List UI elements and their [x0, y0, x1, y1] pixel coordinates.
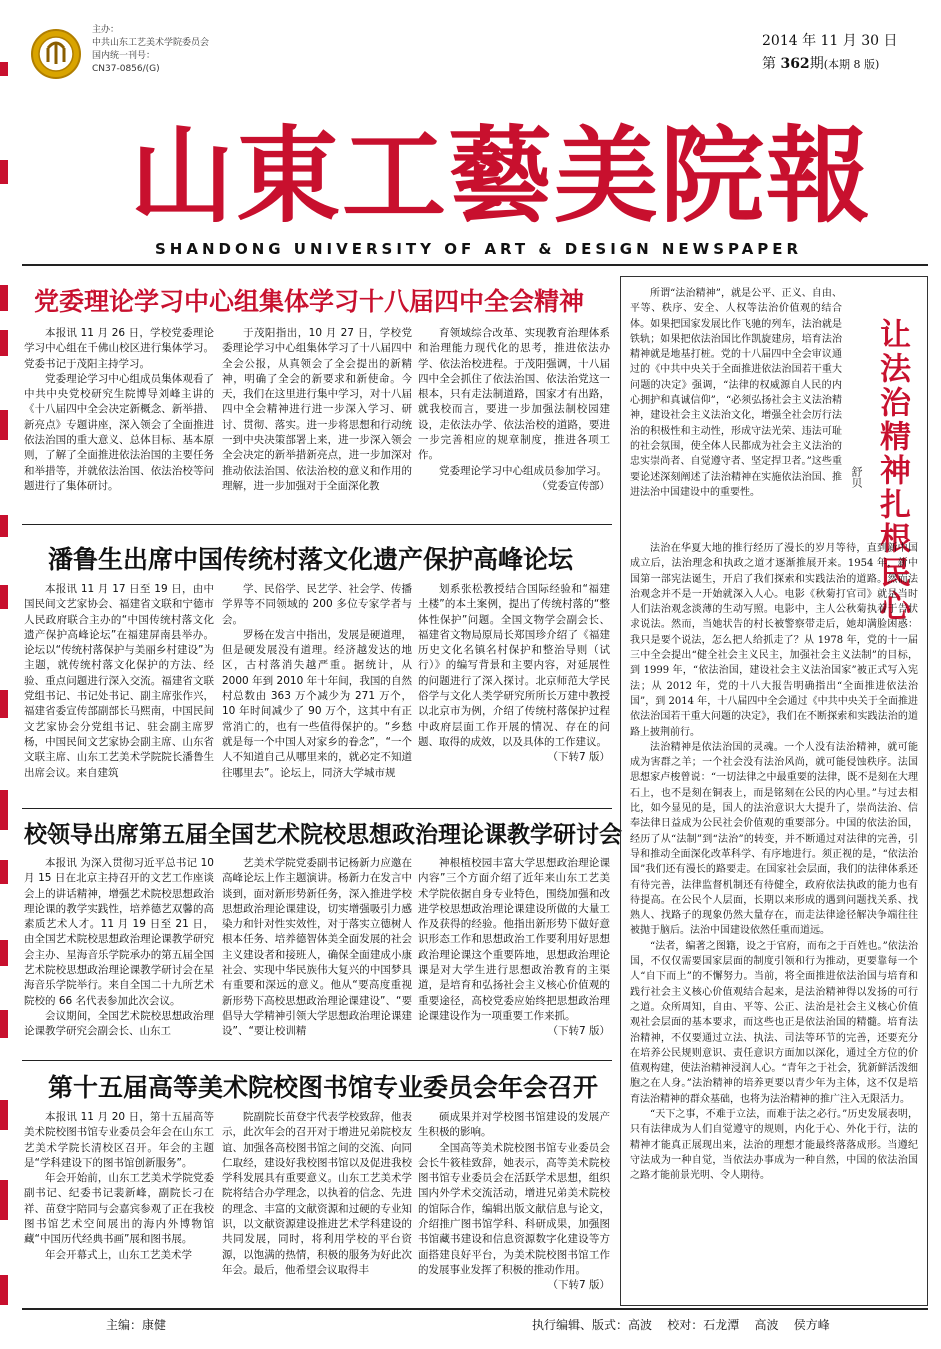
article1-col2-p1: 于茂阳指出，10 月 27 日，学校党委理论学习中心组集体学习了十八届四中全会公报，从真领会了全会提出的新精神，明确了全会的新要求和新使命。今天，我们在这里进行集中学习，对十八届四中全会精神进行进一步深入学习、研讨、贯彻、落实。进一步将思想和行动统一到中央决策部署上来，进一步深入领会全会决定的新举措新亮点，进一步加深对推动依法治国、依法治校的意义和作用的理解，进一步加强对于全面深化教	[222, 327, 412, 492]
article2-headline: 潘鲁生出席中国传统村落文化遗产保护高峰论坛	[48, 545, 574, 574]
edge-mark	[0, 585, 8, 609]
sponsor-name: 中共山东工艺美术学院委员会	[92, 38, 210, 48]
edge-mark	[0, 1100, 8, 1130]
edge-mark	[0, 330, 8, 356]
issue-suffix: 期	[809, 56, 824, 72]
issue-prefix: 第	[762, 56, 776, 72]
article1-col3-p2: 党委理论学习中心组成员参加学习。	[439, 464, 607, 477]
article1-col1	[24, 326, 214, 516]
article3-col2-p1: 艺美术学院党委副书记杨新力应邀在高峰论坛上作主题演讲。杨新力在发言中谈到，面对新形势新任务，深入推进学校思想政治理论课建设，切实增强吸引力感染力和针对性实效性，对于落实立德树人根本任务、培养德智体美全面发展的社会主义建设者和接班人，确保全面建成小康社会、实现中华民族伟大复兴的中国梦具有重要和深远的意义。他从“要高度重视新形势下高校思想政治理论课建设”、“要倡导大学精神引领大学思想政治理论课建设”、“要让校训精	[222, 857, 412, 1038]
english-title: SHANDONG UNIVERSITY OF ART & DESIGN NEWSPAPER	[155, 240, 803, 258]
article4-col1	[24, 1110, 214, 1298]
article3-col1-p1: 本报讯 为深入贯彻习近平总书记 10 月 15 日在北京主持召开的文艺工作座谈会上的讲话精神，增强艺术院校思想政治理论课的教学实践性，培养德艺双馨的高素质艺术人才。11 月 19 日至 21 日，由全国艺术院校思想政治理论课教学研究会主办、星海音乐学院承办的第五届全国艺术院校思想政治理论课教学研讨会在星海音乐学院举行。来自全国二十九所艺术院校的 66 名代表参加此次会议。	[24, 857, 214, 1007]
article1-credit: （党委宣传部）	[536, 479, 610, 492]
school-emblem-logo	[30, 28, 82, 80]
footer-staff: 执行编辑、版式：高波 校对：石龙潭 高波 侯方峰	[532, 1318, 830, 1332]
divider	[22, 1060, 612, 1061]
article3-headline: 校领导出席第五届全国艺术院校思想政治理论课教学研讨会	[24, 822, 622, 848]
edge-mark	[0, 285, 8, 311]
article4-headline: 第十五届高等美术院校图书馆专业委员会年会召开	[48, 1073, 599, 1102]
commentary-body	[630, 541, 918, 1293]
article1-col2	[222, 326, 412, 516]
commentary-p5: “天下之事，不难于立法，而难于法之必行。”历史发展表明，只有法律成为人们自觉遵守的规则，内化于心、外化于行，法的精神才能真正展现出来，法治的理想才能最终落落成形。当遵纪守法成为一种自觉，当依法办事成为一种自然，中国的依法治国之路才能前景光明、令人期待。	[630, 1108, 918, 1182]
article2-col2-p2: 罗杨在发言中指出，发展是硬道理，但是硬发展没有道理。经济越发达的地区，古村落消失越严重。据统计，从 2000 年到 2010 年十年间，我国的自然村总数由 363 万个减少为 271 万个，10 年时间减少了 90 万个，这其中有正常消亡的，也有一些值得保护的。“乡愁就是每一个中国人对家乡的眷念”，“一个人不知道自己从哪里来的，就必定不知道往哪里去”。论坛上，同济大学城市规	[222, 628, 412, 779]
header-rule	[22, 264, 928, 266]
commentary-p2: 法治在华夏大地的推行经历了漫长的岁月等待，直到新中国成立后，法治理念和执政之道才逐渐推展开来。1954 年，新中国第一部宪法诞生，开启了我们探索和实践法治的道路。然而法治观念并不是一开始就深入人心。电影《秋菊打官司》就是当时人们法治观念淡薄的生动写照。电影中，主人公秋菊执着于告状求说法。然而，当她状告的村长被警察带走后，她却满脸困惑：我只是要个说法，怎么把人给抓走了？从 1978 年，党的十一届三中全会提出“健全社会主义民主，加强社会主义法制”的目标，到 1999 年，“依法治国，建设社会主义法治国家”被正式写入宪法；从 2012 年，党的十八大报告明确指出“全面推进依法治国”，到 2014 年，十八届四中全会通过《中共中央关于全面推进依法治国若干重大问题的决定》，我们在不断探索和实践法治的道路上披荆前行。	[630, 543, 918, 738]
edge-mark	[0, 940, 8, 966]
article4-col1-p3: 年会开幕式上，山东工艺美术学	[45, 1248, 192, 1261]
article4-col1-p2: 年会开始前，山东工艺美术学院党委副书记、纪委书记裴新峰，副院长刁在祥、苗登宇陪同与会嘉宾参观了正在我校图书馆艺术空间展出的海内外博物馆藏“中国历代经典书画”展和图书展。	[24, 1172, 214, 1246]
article4-col3-p1: 硕成果并对学校图书馆建设的发展产生积极的影响。	[418, 1111, 610, 1139]
article2-col2	[222, 582, 412, 804]
article4-col2	[222, 1110, 412, 1298]
article1-col1-p2: 党委理论学习中心组成员集体观看了中共中央党校研究生院博导刘峰主讲的《十八届四中全会决定新概念、新举措、新亮点》专题讲座，深入领会了全面推进依法治国的重大意义、总体目标、基本原则，了解了全面推进依法治国的主要任务和举措等，并就依法治国、依法治校等问题进行了集体研讨。	[24, 372, 214, 492]
article2-continued: （下转7 版）	[547, 751, 610, 764]
commentary-p3: 法治精神是依法治国的灵魂。一个人没有法治精神，就可能成为害群之羊；一个社会没有法治风尚，就可能侵蚀秩序。法国思想家卢梭曾说：“一切法律之中最重要的法律，既不是刻在大理石上，也不是刻在铜表上，而是铭刻在公民的内心里。”与过去相比，如今显见的是，国人的法治意识大大提升了，崇尚法治、信奉法律日益成为公民社会价值观的重要部分。中国的依法治国，经历了从“法制”到“法治”的转变，并不断通过对法律的完善，引导和推动全面深化改革科学、有序地进行。须正视的是，“依法治国”我们还有漫长的路要走。在国家社会层面，我们的法律体系还有待完善，法律监督机制还有待健全，政府依法执政的能力也有待提高。在公民个人层面，长期以来形成的遇到问题找关系、找熟人、找路子的现象仍然大量存在，而走法律途径解决争端往往被抛于脑后。法治中国建设依然任重而道远。	[630, 741, 918, 937]
article3-col3	[418, 856, 610, 1056]
commentary-author: 舒贝	[850, 466, 863, 488]
edge-mark	[0, 160, 8, 184]
commentary-intro	[630, 286, 842, 541]
commentary-p4: “法者，编著之图籍，设之于官府，而布之于百姓也。”依法治国，不仅仅需要国家层面的制度引领和行为推动，更要靠每一个人“自下而上”的不懈努力。当前，将全面推进依法治国与培育和践行社会主义核心价值观结合起来，是法治精神得以发扬的可行之道。众所周知，自由、平等、公正、法治是社会主义核心价值观社会层面的基本要求，而这些也正是依法治国的精髓。培育法治精神，不仅要通过立法、执法、司法等环节的完善，还要充分在培养公民规则意识、责任意识方面加以深化，通过全方位的价值观构建，使法治精神浸润人心。“青年之于社会，犹新鲜活泼细胞之在人身。”法治精神的培养更要以青少年为主体，这不仅是培育法治精神的群众基础，也将为法治精神的推广注入无限活力。	[630, 940, 918, 1105]
article4-col1-p1: 本报讯 11 月 20 日，第十五届高等美术院校图书馆专业委员会年会在山东工艺美术学院长清校区召开。年会的主题是“学科建设下的图书馆创新服务”。	[24, 1111, 214, 1169]
article1-col3	[418, 326, 610, 516]
issue-pages: (本期 8 版)	[823, 58, 880, 71]
article1-col1-p1: 本报讯 11 月 26 日，学校党委理论学习中心组在千佛山校区进行集体学习。党委书记于茂阳主持学习。	[24, 327, 214, 370]
edge-mark	[0, 515, 8, 537]
article3-col1	[24, 856, 214, 1056]
issue-number-line	[762, 53, 879, 73]
commentary-title: 让法治精神扎根民心	[874, 318, 910, 624]
edge-mark	[0, 62, 8, 76]
edge-mark	[0, 1180, 8, 1220]
article3-col2	[222, 856, 412, 1056]
article4-col3	[418, 1110, 610, 1298]
issue-number: 362	[780, 56, 810, 72]
article2-col1-p1: 本报讯 11 月 17 日至 19 日，由中国民间文艺家协会、福建省文联和宁德市人民政府联合主办的“中国传统村落文化遗产保护高峰论坛”在福建屏南县举办。论坛以“传统村落保护与美丽乡村建设”为主题，就传统村落文化保护的方法、经验、重点问题进行深入交流。福建省文联党组书记、书记处书记、副主席张作兴，福建省委宣传部副部长马熙南，中国民间文艺家协会分党组书记、驻会副主席罗杨，中国民间文艺家协会副主席、山东省文联主席、山东工艺美术学院院长潘鲁生出席会议。来自建筑	[24, 583, 214, 779]
article2-col3	[418, 582, 610, 804]
article2-col2-p1: 学、民俗学、民艺学、社会学、传播学界等不同领域的 200 多位专家学者与会。	[222, 583, 412, 626]
sponsor-label: 主办：	[92, 25, 120, 35]
edge-mark	[0, 1010, 8, 1038]
article3-col1-p2: 会议期间，全国艺术院校思想政治理论课教学研究会副会长、山东工	[24, 1009, 214, 1038]
footer-rule	[22, 1308, 928, 1310]
edge-mark	[0, 860, 8, 884]
masthead: 山東工藝美院報	[130, 114, 873, 237]
edge-mark	[0, 1275, 8, 1305]
edge-mark	[0, 790, 8, 830]
footer-editor: 主编：康健	[106, 1318, 167, 1332]
article3-continued: （下转7 版）	[547, 1025, 610, 1038]
divider	[22, 524, 612, 525]
article3-col3-p1: 神根植校园丰富大学思想政治理论课内容”三个方面介绍了近年来山东工艺美术学院依据自身专业特色，围绕加强和改进学校思想政治理论课建设所做的大量工作及获得的经验。他指出新形势下做好意识形态工作和思想政治工作要利用好思想政治理论课这个重要阵地，思想政治理论课是对大学生进行思想政治教育的主渠道，是培育和弘扬社会主义核心价值观的重要途径，高校党委应始终把思想政治理论课建设作为一项重要工作来抓。	[418, 857, 610, 1022]
commentary-p1: 所谓“法治精神”，就是公平、正义、自由、平等、秩序、安全、人权等法治价值观的结合体。如果把国家发展比作飞驰的列车，法治就是铁轨；如果把依法治国比作凯旋建房，培育法治精神就是地基打桩。党的十八届四中全会审议通过的《中共中央关于全面推进依法治国若干重大问题的决定》强调，“法律的权威源自人民的内心拥护和真诚信仰”，“必须弘扬社会主义法治精神，建设社会主义法治文化，增强全社会厉行法治的积极性和主动性，形成守法光荣、违法可耻的社会氛围，使全体人民都成为社会主义法治的忠实崇尚者、自觉遵守者、坚定捍卫者。”这些重要论述深刻阐述了法治精神在实施依法治国、推进法治中国建设中的重要性。	[630, 288, 842, 498]
cn-number: CN37-0856/(G)	[92, 64, 160, 74]
issue-date: 2014 年 11 月 30 日	[762, 33, 898, 49]
publisher-info	[92, 24, 292, 76]
edge-mark	[0, 690, 8, 718]
article2-col1	[24, 582, 214, 804]
article4-continued: （下转7 版）	[547, 1279, 610, 1292]
article1-col3-p1: 育领域综合改革、实现教育治理体系和治理能力现代化的思考，推进依法办学、依法治校进程。于茂阳强调，十八届四中全会抓住了依法治国、依法治党这一根本，只有走法制道路，国家才有出路，就我校而言，要进一步加强法制校园建设，走依法办学、依法治校的道路，要进一步完善相应的规章制度，推进各项工作。	[418, 327, 610, 462]
issn-label: 国内统一刊号：	[92, 51, 156, 61]
divider	[22, 808, 612, 809]
article1-headline: 党委理论学习中心组集体学习十八届四中全会精神	[34, 287, 585, 316]
article2-col3-p1: 划系张松教授结合国际经验和“福建土楼”的本土案例，提出了传统村落的“整体性保护”问题。全国文物学会副会长、福建省文物局原局长郑国珍介绍了《福建历史文化名镇名村保护和整治导则（试行）》的编写背景和主要内容，对延展性的问题进行了深入探讨。北京师范大学民俗学与文化人类学研究所所长万建中教授以北京市为例，介绍了传统村落保护过程中政府层面工作开展的情况、存在的问题、取得的成效，以及具体的工作建议。	[418, 583, 610, 748]
article4-col3-p2: 全国高等美术院校图书馆专业委员会会长牛筱桂致辞，她表示，高等美术院校图书馆专业委员会在活跃学术思想，组织国内外学术交流活动，增进兄弟美术院校的馆际合作，编辑出版文献信息与论文，介绍推广图书馆学科、科研成果，加强图书馆藏书建设和信息资源数字化建设等方面搭建良好平台，为美术院校图书馆工作的发展事业发挥了积极的推动作用。	[418, 1141, 610, 1276]
article4-col2-p1: 院副院长苗登宇代表学校致辞，他表示，此次年会的召开对于增进兄弟院校友谊、加强各高校图书馆之间的交流、向同仁取经，建设好我校图书馆以及促进我校学科发展具有重要意义。山东工艺美术学院将结合办学理念，以执着的信念、先进的理念、丰富的文献资源和过硬的专业知识，以文献资源建设推进艺术学科建设的共同发展，同时，将利用学校的平台资源，以饱满的热情，积极的服务为好此次年会。最后，他希望会议取得丰	[222, 1111, 412, 1276]
edge-mark	[0, 410, 8, 440]
